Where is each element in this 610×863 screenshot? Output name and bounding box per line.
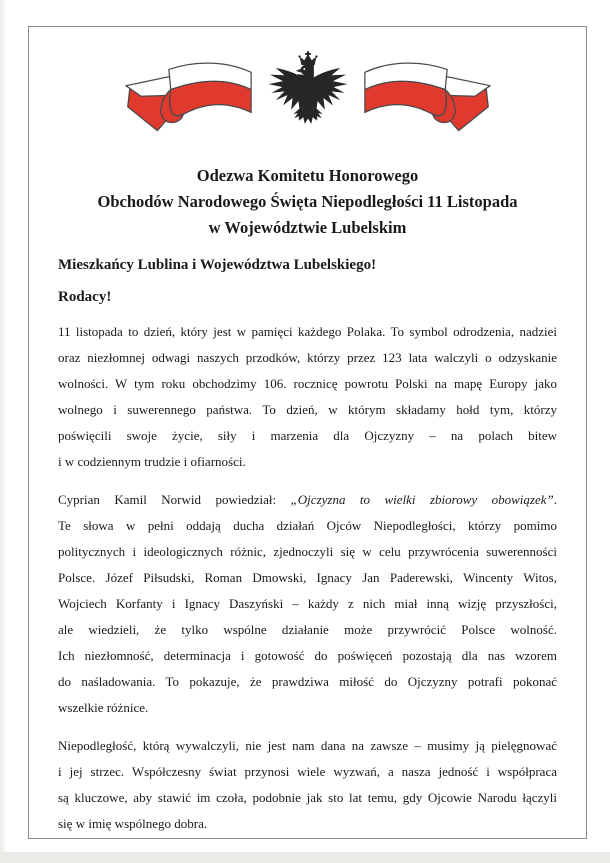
title-line-2: Obchodów Narodowego Święta Niepodległości 11 Listopada <box>97 192 518 211</box>
page-border-frame <box>28 26 587 839</box>
paragraph-3 <box>58 733 557 837</box>
page-content <box>29 27 586 838</box>
paragraph-2-line: do naśladowania. To pokazuje, że prawdziwa miłość do Ojczyzny potrafi pokonać <box>58 674 557 689</box>
paragraph-1-line: i w codziennym trudzie i ofiarności. <box>58 454 246 469</box>
paragraph-3-line: i jej strzec. Współczesny świat przynosi wiele wyzwań, a nasza jedność i współpraca <box>58 764 557 779</box>
paragraph-2-line: politycznych i ideologicznych różnic, zjednoczyli się w celu przywrócenia suwerenności <box>58 544 557 559</box>
scan-edge-artifact-left <box>0 0 7 863</box>
quote-lead: Cyprian Kamil Norwid powiedział: <box>58 492 291 507</box>
paragraph-1-line: wolności. W tym roku obchodzimy 106. rocznicę powrotu Polski na mapę Europy jako <box>58 376 557 391</box>
paragraph-3-line: są kluczowe, aby stawić im czoła, podobnie jak sto lat temu, gdy Ojcowie Narodu łączyli <box>58 790 557 805</box>
paragraph-2-line: Wojciech Korfanty i Ignacy Daszyński – każdy z nich miał inną wizję przyszłości, <box>58 596 557 611</box>
paragraph-1-line: oraz niezłomnej odwagi naszych przodków, którzy przez 123 lata walczyli o odzyskanie <box>58 350 557 365</box>
document-title <box>58 163 557 241</box>
paragraph-2-line: Polsce. Józef Piłsudski, Roman Dmowski, Ignacy Jan Paderewski, Wincenty Witos, <box>58 570 557 585</box>
paragraph-1 <box>58 319 557 475</box>
norwid-quote: „Ojczyzna to wielki zbiorowy obowiązek” <box>290 492 554 507</box>
paragraph-1-line: wolnego i suwerennego państwa. To dzień, w którym składamy hołd tym, którzy <box>58 402 557 417</box>
polish-eagle-emblem-icon <box>264 51 352 148</box>
polish-flag-ribbon-left-icon <box>115 57 261 145</box>
paragraph-2-line <box>58 487 557 513</box>
paragraph-3-line: Niepodległość, którą wywalczyli, nie jest nam dana na zawsze – musimy ją pielęgnować <box>58 738 557 753</box>
header-graphics <box>58 55 557 147</box>
title-line-3: w Województwie Lubelskim <box>208 218 407 237</box>
paragraph-1-line: 11 listopada to dzień, który jest w pamięci każdego Polaka. To symbol odrodzenia, nadziei <box>58 324 557 339</box>
paragraph-2-line: ale wiedzieli, że tylko wspólne działanie może przywrócić Polsce wolność. <box>58 622 557 637</box>
salutation-residents: Mieszkańcy Lublina i Województwa Lubelskiego! <box>58 257 377 273</box>
paragraph-3-line: się w imię wspólnego dobra. <box>58 816 208 831</box>
paragraph-2-line: Te słowa w pełni oddają ducha działań Ojców Niepodległości, którzy pomimo <box>58 518 557 533</box>
quote-tail: . <box>553 492 557 507</box>
polish-flag-ribbon-right-icon <box>355 57 501 145</box>
paragraph-1-line: poświęcili swoje życie, siły i marzenia dla Ojczyzny – na polach bitew <box>58 428 557 443</box>
title-line-1: Odezwa Komitetu Honorowego <box>196 166 419 185</box>
paragraph-2-line: wszelkie różnice. <box>58 700 149 715</box>
scan-edge-artifact-bottom <box>0 852 610 863</box>
paragraph-2-line: Ich niezłomność, determinacja i gotowość do poświęceń pozostają dla nas wzorem <box>58 648 557 663</box>
salutation-compatriots: Rodacy! <box>58 289 112 305</box>
paragraph-2 <box>58 487 557 721</box>
